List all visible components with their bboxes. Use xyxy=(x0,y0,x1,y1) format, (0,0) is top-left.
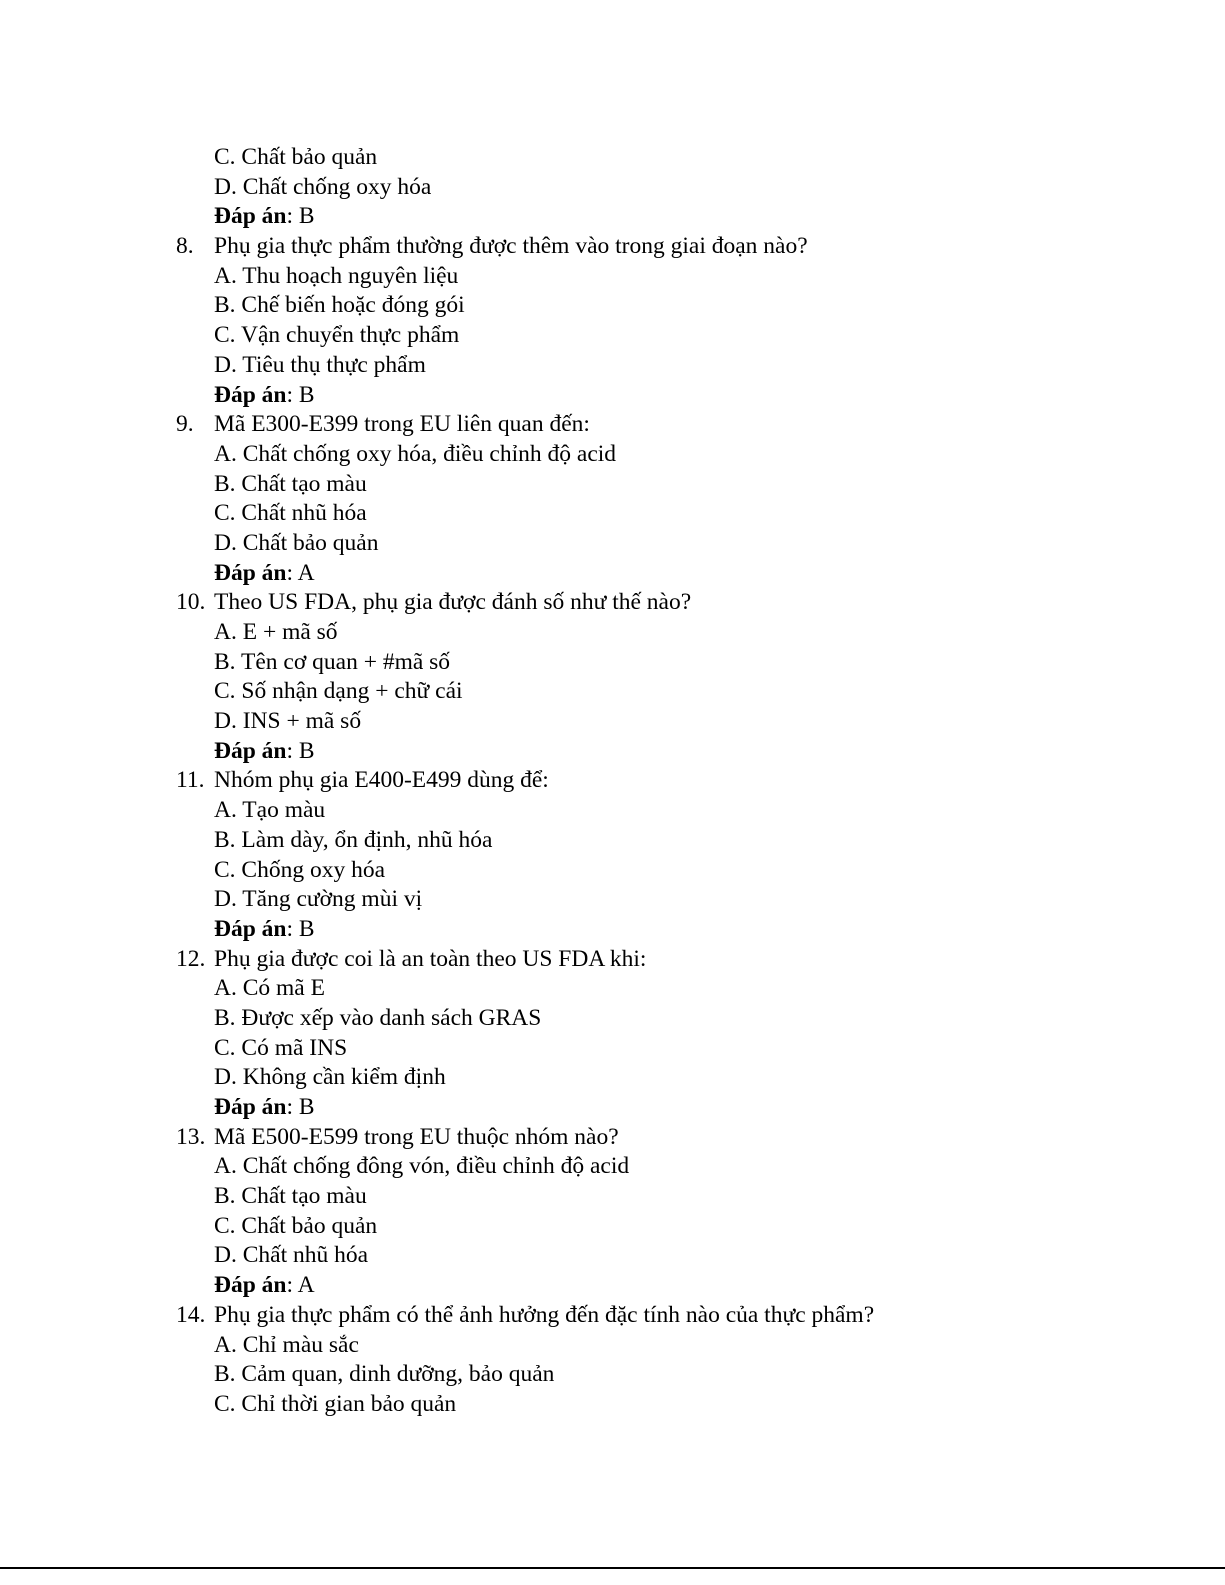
question-number: 11. xyxy=(176,767,205,794)
question-text: Mã E500-E599 trong EU thuộc nhóm nào? xyxy=(214,1123,619,1150)
question-line xyxy=(176,410,1136,440)
answer-label: Đáp án xyxy=(214,1272,287,1299)
question-number: 8. xyxy=(176,233,194,260)
question-number: 10. xyxy=(176,589,206,616)
answer-value: : A xyxy=(286,559,315,586)
option-item: D. Chất chống oxy hóa xyxy=(214,173,432,200)
question-block xyxy=(176,232,1136,410)
answer-value: : B xyxy=(286,915,315,942)
option-item: B. Tên cơ quan + #mã số xyxy=(214,648,451,675)
answer-value: : B xyxy=(286,381,315,408)
option-item: C. Chỉ thời gian bảo quản xyxy=(214,1390,457,1417)
question-number: 13. xyxy=(176,1123,206,1150)
question-text: Phụ gia được coi là an toàn theo US FDA khi: xyxy=(214,945,647,972)
question-block xyxy=(176,1301,1136,1420)
option-item: A. Chất chống đông vón, điều chỉnh độ acid xyxy=(214,1153,630,1180)
option-item: A. Chất chống oxy hóa, điều chỉnh độ acid xyxy=(214,440,617,467)
answer-line xyxy=(176,915,1136,945)
quiz-content xyxy=(176,143,1136,1420)
answer-value: : A xyxy=(286,1272,315,1299)
answer-value: : B xyxy=(286,203,315,230)
question-block xyxy=(176,766,1136,944)
question-block xyxy=(176,588,1136,766)
answer-label: Đáp án xyxy=(214,381,287,408)
option-item: B. Chất tạo màu xyxy=(214,1183,367,1210)
answer-line xyxy=(176,381,1136,411)
answer-line xyxy=(176,1093,1136,1123)
option-item: B. Làm dày, ổn định, nhũ hóa xyxy=(214,826,493,853)
option-item: D. Chất nhũ hóa xyxy=(214,1242,369,1269)
option-item: B. Chất tạo màu xyxy=(214,470,367,497)
answer-line xyxy=(176,737,1136,767)
answer-line xyxy=(176,202,1136,232)
option-item: A. Thu hoạch nguyên liệu xyxy=(214,262,459,289)
question-number: 14. xyxy=(176,1301,206,1328)
option-item: A. E + mã số xyxy=(214,619,338,645)
question-line xyxy=(176,945,1136,975)
question-block xyxy=(176,410,1136,588)
answer-label: Đáp án xyxy=(214,737,287,764)
answer-line xyxy=(176,1271,1136,1301)
answer-label: Đáp án xyxy=(214,915,287,942)
question-line xyxy=(176,1123,1136,1153)
option-item: D. Tiêu thụ thực phẩm xyxy=(214,351,426,378)
question-line xyxy=(176,1301,1136,1331)
question-text: Phụ gia thực phẩm thường được thêm vào trong giai đoạn nào? xyxy=(214,233,808,260)
question-block xyxy=(176,1123,1136,1301)
answer-line xyxy=(176,559,1136,589)
answer-value: : B xyxy=(286,1094,315,1120)
option-item: C. Số nhận dạng + chữ cái xyxy=(214,678,463,705)
option-item: B. Chế biến hoặc đóng gói xyxy=(214,292,465,319)
answer-value: : B xyxy=(286,737,315,764)
option-item: D. Tăng cường mùi vị xyxy=(214,886,423,913)
answer-label: Đáp án xyxy=(214,203,287,230)
option-item: A. Chỉ màu sắc xyxy=(214,1331,359,1358)
question-line xyxy=(176,232,1136,262)
option-item: C. Vận chuyển thực phẩm xyxy=(214,322,460,349)
answer-label: Đáp án xyxy=(214,1094,287,1120)
question-number: 9. xyxy=(176,411,194,438)
option-item: D. INS + mã số xyxy=(214,708,362,735)
option-item: B. Được xếp vào danh sách GRAS xyxy=(214,1004,542,1031)
question-block xyxy=(176,945,1136,1123)
answer-label: Đáp án xyxy=(214,559,287,586)
option-item: D. Chất bảo quản xyxy=(214,529,379,556)
option-item: A. Tạo màu xyxy=(214,797,326,824)
option-item: C. Chất bảo quản xyxy=(214,1212,378,1239)
question-text: Phụ gia thực phẩm có thể ảnh hưởng đến đặc tính nào của thực phẩm? xyxy=(214,1301,875,1328)
option-item: B. Cảm quan, dinh dưỡng, bảo quản xyxy=(214,1361,555,1388)
option-item: C. Có mã INS xyxy=(214,1034,348,1061)
page-bottom-border xyxy=(0,1567,1225,1569)
question-text: Mã E300-E399 trong EU liên quan đến: xyxy=(214,411,590,438)
option-item: C. Chất nhũ hóa xyxy=(214,500,367,527)
question-line xyxy=(176,766,1136,796)
question-block-continued xyxy=(176,143,1136,232)
question-line xyxy=(176,588,1136,618)
option-item: D. Không cần kiểm định xyxy=(214,1064,446,1091)
question-text: Nhóm phụ gia E400-E499 dùng để: xyxy=(214,767,549,794)
question-text: Theo US FDA, phụ gia được đánh số như thế nào? xyxy=(214,589,692,616)
question-number: 12. xyxy=(176,945,206,972)
option-item: C. Chống oxy hóa xyxy=(214,856,386,883)
option-item: A. Có mã E xyxy=(214,975,325,1002)
option-item: C. Chất bảo quản xyxy=(214,144,378,170)
